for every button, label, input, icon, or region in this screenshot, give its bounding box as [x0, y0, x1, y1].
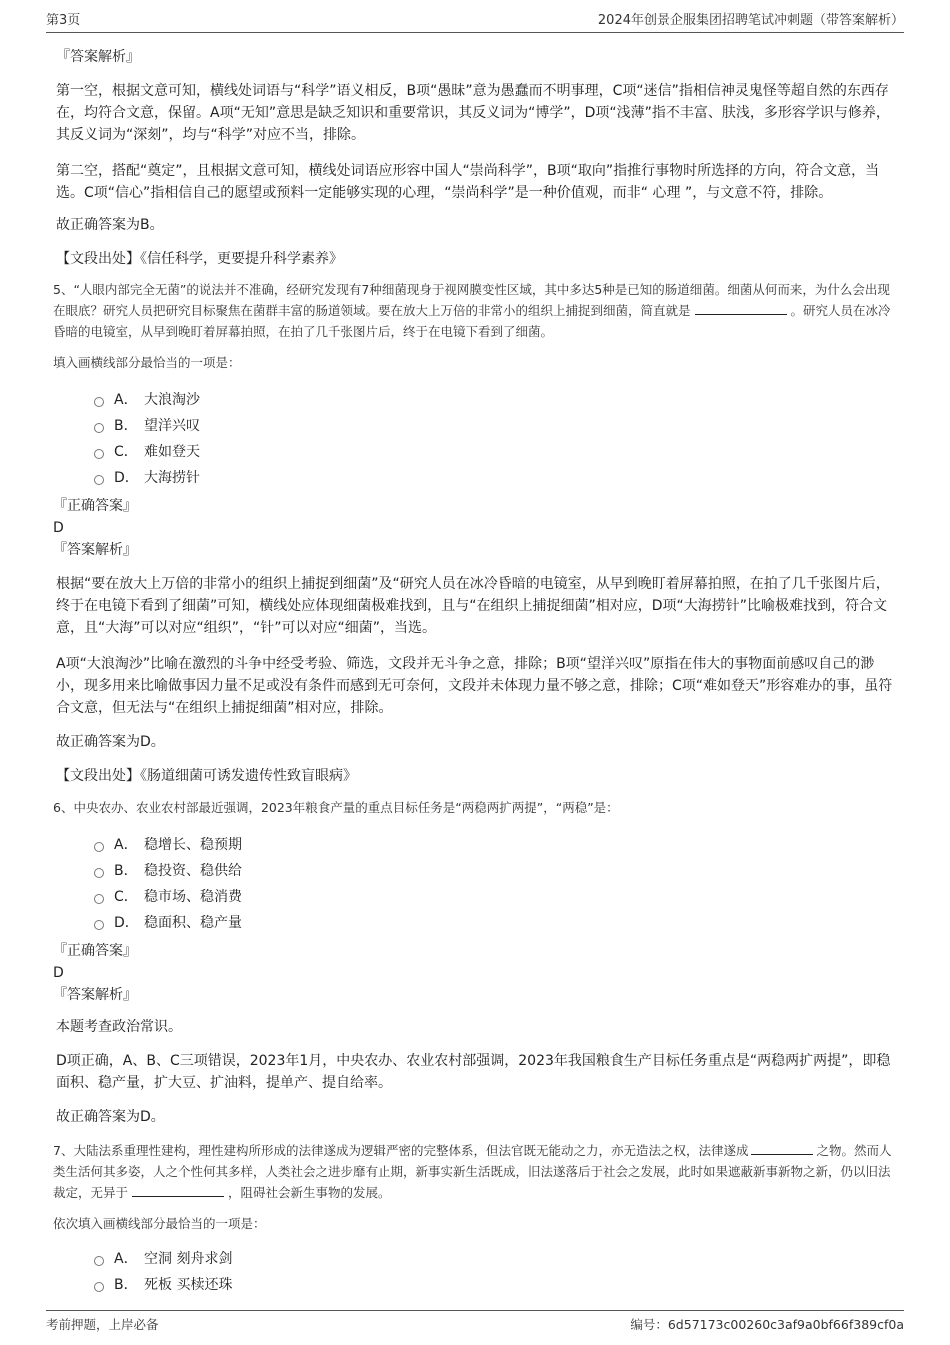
document-title: 2024年创景企服集团招聘笔试冲刺题（带答案解析）: [597, 13, 904, 28]
q5-options: [56, 387, 902, 491]
page-content: [53, 44, 902, 1298]
radio-icon[interactable]: [94, 894, 104, 904]
q7-option-a[interactable]: A． 空洞 刻舟求剑: [94, 1246, 902, 1272]
q6-analysis-paragraph-2: D项正确，A、B、C三项错误，2023年1月，中央农办、农业农村部强调，2023年我国粮食生产目标任务重点是“两稳两扩两提”，即稳面积、稳产量，扩大豆、扩油料，提单产、提自给率。: [56, 1053, 891, 1091]
q5-conclusion: 故正确答案为D。: [56, 734, 165, 750]
q5-analysis-paragraph-1: 根据“要在放大上万倍的非常小的组织上捕捉到细菌”及“研究人员在冰冷昏暗的电镜室，从早到晚盯着屏幕拍照，在拍了几千张图片后，终于在电镜下看到了细菌”可知，横线处应体现细菌极难找到，且与“在组织上捕捉细菌”相对应，D项“大海捞针”比喻极难找到，符合文意，且“大海”可以对应“组织”，“针”可以对应“细菌”，当选。: [56, 576, 890, 636]
q5-analysis-paragraph-2: A项“大浪淘沙”比喻在激烈的斗争中经受考验、筛选，文段并无斗争之意，排除；B项“望洋兴叹”原指在伟大的事物面前感叹自己的渺小，现多用来比喻做事因力量不足或没有条件而感到无可奈何，文段并未体现力量不够之意，排除；C项“难如登天”形容难办的事，虽符合文意，但无法与“在组织上捕捉细菌”相对应，排除。: [56, 656, 893, 716]
radio-icon[interactable]: [94, 449, 104, 459]
q7-blank-1: [751, 1140, 813, 1155]
q6-option-b[interactable]: B． 稳投资、稳供给: [94, 858, 902, 884]
q6-option-c[interactable]: C． 稳市场、稳消费: [94, 884, 902, 910]
q4-source: 【文段出处】《信任科学，更要提升科学素养》: [56, 251, 343, 267]
q5-option-c[interactable]: C． 难如登天: [94, 439, 902, 465]
q5-answer: D: [53, 520, 64, 536]
radio-icon[interactable]: [94, 423, 104, 433]
q5-correct-label: 『正确答案』: [53, 498, 137, 514]
q6-option-d[interactable]: D． 稳面积、稳产量: [94, 910, 902, 936]
q6-stem: 6、中央农办、农业农村部最近强调，2023年粮食产量的重点目标任务是“两稳两扩两提”，“两稳”是：: [53, 800, 619, 815]
q7-option-b[interactable]: B． 死板 买椟还珠: [94, 1272, 902, 1298]
q4-analysis-paragraph-2: 第二空，搭配“奠定”，且根据文意可知，横线处词语应形容中国人“崇尚科学”，B项“取向”指推行事物时所选择的方向，符合文意，当选。C项“信心”指相信自己的愿望或预料一定能够实现的心理，“崇尚科学”是一种价值观，而非“ 心理 ”，与文意不符，排除。: [56, 163, 880, 201]
page-header: [46, 10, 904, 33]
q6-correct-label: 『正确答案』: [53, 943, 137, 959]
document-id: 编号：6d57173c00260c3af9a0bf66f389cf0a: [630, 1317, 904, 1332]
q5-option-a[interactable]: A． 大浪淘沙: [94, 387, 902, 413]
page-number: 第3页: [46, 13, 81, 28]
q7-options: [56, 1246, 902, 1298]
q4-analysis-label: 『答案解析』: [56, 49, 140, 65]
q6-analysis-paragraph-1: 本题考查政治常识。: [56, 1019, 182, 1035]
q6-options: [56, 832, 902, 936]
q5-option-d[interactable]: D． 大海捞针: [94, 465, 902, 491]
q6-analysis-label: 『答案解析』: [53, 987, 137, 1003]
q5-blank: [695, 300, 787, 315]
radio-icon[interactable]: [94, 397, 104, 407]
q5-source: 【文段出处】《肠道细菌可诱发遗传性致盲眼病》: [56, 768, 357, 784]
q4-conclusion: 故正确答案为B。: [56, 217, 164, 233]
q5-prompt: 填入画横线部分最恰当的一项是：: [53, 355, 241, 370]
radio-icon[interactable]: [94, 920, 104, 930]
radio-icon[interactable]: [94, 1256, 104, 1266]
q4-analysis-paragraph-1: 第一空，根据文意可知，横线处词语与“科学”语义相反，B项“愚昧”意为愚蠢而不明事理，C项“迷信”指相信神灵鬼怪等超自然的东西存在，均符合文意，保留。A项“无知”意思是缺乏知识和重要常识，其反义词为“博学”，D项“浅薄”指不丰富、肤浅，多形容学识与修养，其反义词为“深刻”，均与“科学”对应不当，排除。: [56, 83, 890, 143]
q6-option-a[interactable]: A． 稳增长、稳预期: [94, 832, 902, 858]
q7-stem: 7、大陆法系重理性建构，理性建构所形成的法律遂成为逻辑严密的完整体系，但法官既无能动之力，亦无造法之权，法律遂成 之物。然而人类生活何其多姿，人之个性何其多样，人类社会之进步靡有止期，新事实新生活既成，旧法遂落后于社会之发展，此时如果遮蔽新事新物之新，仍以旧法裁定，无异于 ，阻碍社会新生事物的发展。: [53, 1140, 902, 1203]
q5-stem: 5、“人眼内部完全无菌”的说法并不准确，经研究发现有7种细菌现身于视网膜变性区域，其中多达5种是已知的肠道细菌。细菌从何而来，为什么会出现在眼底？研究人员把研究目标聚焦在菌群丰富的肠道领域。要在放大上万倍的非常小的组织上捕捉到细菌，简直就是 。研究人员在冰冷昏暗的电镜室，从早到晚盯着屏幕拍照，在拍了几千张图片后，终于在电镜下看到了细菌。: [53, 282, 891, 339]
q6-answer: D: [53, 965, 64, 981]
q7-blank-2: [132, 1182, 224, 1197]
footer-slogan: 考前押题，上岸必备: [46, 1317, 159, 1332]
q5-option-b[interactable]: B． 望洋兴叹: [94, 413, 902, 439]
q7-prompt: 依次填入画横线部分最恰当的一项是：: [53, 1216, 266, 1231]
radio-icon[interactable]: [94, 475, 104, 485]
radio-icon[interactable]: [94, 868, 104, 878]
q6-conclusion: 故正确答案为D。: [56, 1109, 165, 1125]
q5-analysis-label: 『答案解析』: [53, 542, 137, 558]
radio-icon[interactable]: [94, 842, 104, 852]
page-footer: [46, 1310, 904, 1335]
radio-icon[interactable]: [94, 1282, 104, 1292]
